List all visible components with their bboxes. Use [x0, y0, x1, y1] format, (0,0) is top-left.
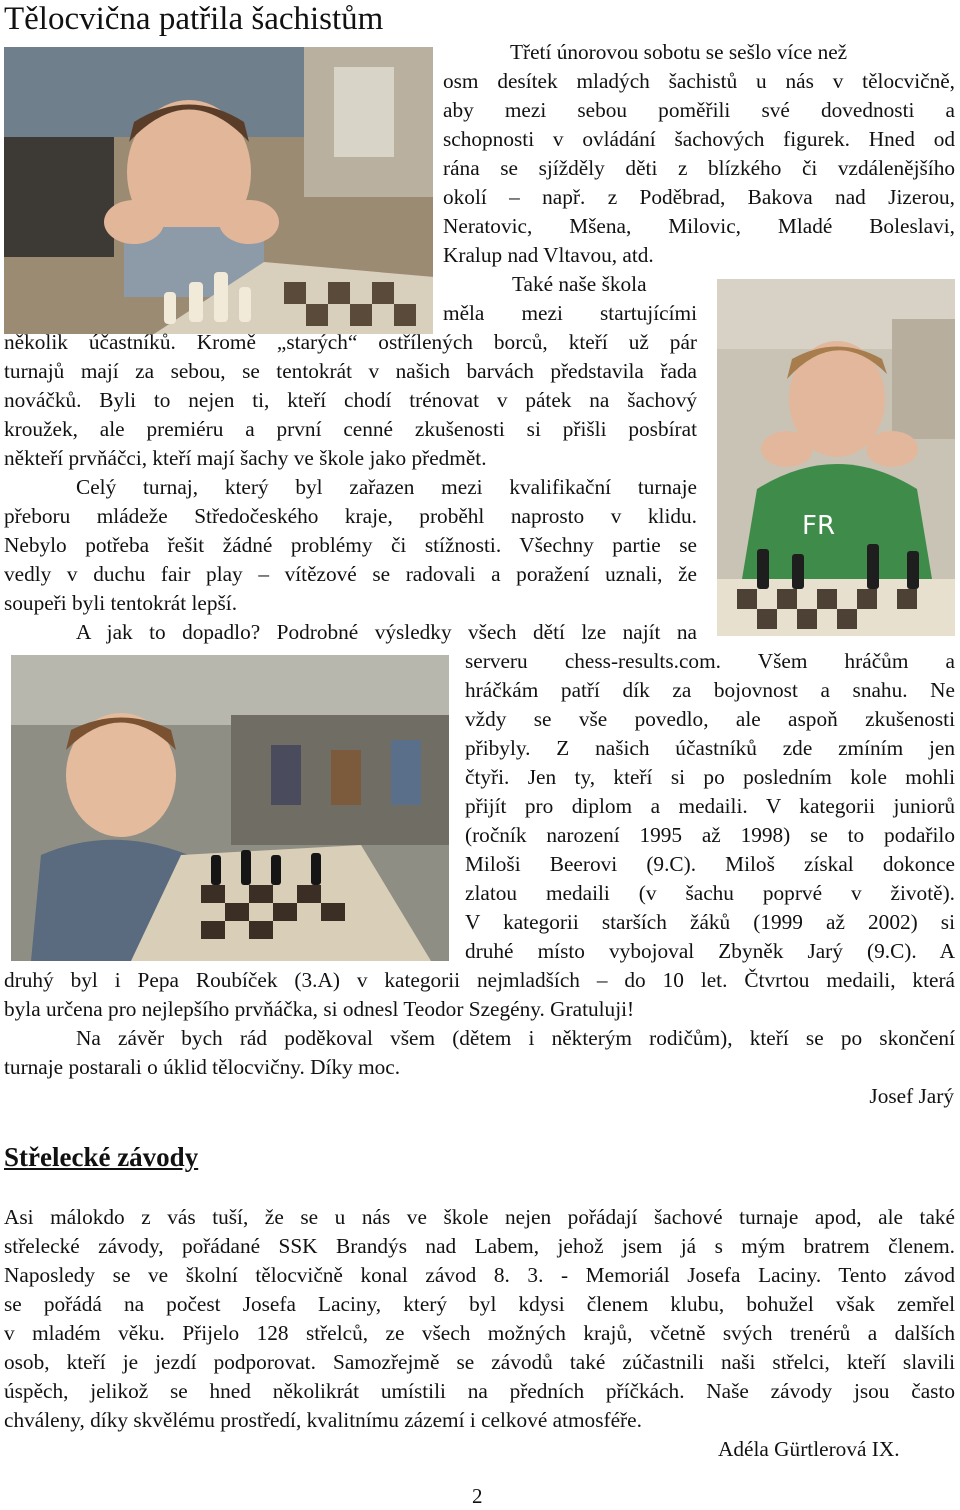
paragraph-line: Nebylo potřeba řešit žádné problémy či stížnosti. Všechny partie se [4, 533, 697, 557]
paragraph-line: Neratovic, Mšena, Milovic, Mladé Boleslavi, [443, 214, 955, 238]
paragraph-line: byla určena pro nejlepšího prvňáčka, si odnesl Teodor Szegény. Gratuluji! [4, 997, 635, 1021]
paragraph-line: Také naše škola [512, 272, 647, 296]
svg-text:FR: FR [802, 511, 836, 541]
paragraph-line: přijít pro diplom a medaili. V kategorii juniorů [465, 794, 955, 818]
paragraph-line: (ročník narození 1995 až 1998) se to podařilo [465, 823, 955, 847]
paragraph-line: střelecké závody, pořádané SSK Brandýs nad Labem, jehož jsem já s mým bratrem členem. [4, 1234, 955, 1258]
chess-boy-photo [4, 47, 433, 334]
paragraph-line: druhé místo vybojoval Zbyněk Jarý (9.C). A [465, 939, 955, 963]
paragraph-line: přibyly. Z našich účastníků zde zmíním jen [465, 736, 955, 760]
paragraph-line: V kategorii starších žáků (1999 až 2002) si [465, 910, 955, 934]
paragraph-line: Asi málokdo z vás tuší, že se u nás ve škole nejen pořádají šachové turnaje apod, ale také [4, 1205, 955, 1229]
paragraph-line: schopnosti v ovládání šachových figurek. Hned od [443, 127, 955, 151]
paragraph-line: zlatou medaili (v šachu poprvé v životě). [465, 881, 955, 905]
author-signature: Adéla Gürtlerová IX. [718, 1437, 900, 1461]
paragraph-line: serveru chess-results.com. Všem hráčům a [465, 649, 955, 673]
paragraph-line: osob, kteří je jezdí podporovat. Samozřejmě se závodů také zúčastnili naši střelci, kteří slavili [4, 1350, 955, 1374]
paragraph-line: vždy se vše povedlo, ale aspoň zkušenosti [465, 707, 955, 731]
paragraph-line: aby mezi sebou poměřili své dovednosti a [443, 98, 955, 122]
paragraph-line: měla mezi startujícími [443, 301, 697, 325]
paragraph-line: přeboru mládeže Středočeského kraje, proběhl naprosto v klidu. [4, 504, 697, 528]
section-title: Střelecké závody [4, 1142, 199, 1172]
paragraph-line: druhý byl i Pepa Roubíček (3.A) v kategorii nejmladších – do 10 let. Čtvrtou medaili, která [4, 968, 955, 992]
paragraph-line: několik účastníků. Kromě „starých“ ostřílených borců, kteří už pár [4, 330, 697, 354]
paragraph-line: hráčkám patří dík za bojovnost a snahu. Ne [465, 678, 955, 702]
page-number: 2 [472, 1484, 483, 1508]
paragraph-line: Na závěr bych rád poděkoval všem (dětem i některým rodičům), kteří se po skončení [76, 1026, 955, 1050]
paragraph-line: Třetí únorovou sobotu se sešlo více než [510, 40, 848, 64]
paragraph-line: A jak to dopadlo? Podrobné výsledky všech dětí lze najít na [76, 620, 697, 644]
paragraph-line: úspěch, jelikož se hned několikrát umístili na předních příčkách. Naše závody jsou často [4, 1379, 955, 1403]
paragraph-line: Kralup nad Vltavou, atd. [443, 243, 654, 267]
paragraph-line: čtyři. Jen ty, kteří si po posledním kole mohli [465, 765, 955, 789]
paragraph-line: v mladém věku. Přijelo 128 střelců, ze všech možných krajů, včetně svých trenérů a dalších [4, 1321, 955, 1345]
paragraph-line: soupeři byli tentokrát lepší. [4, 591, 238, 615]
chess-teen-photo [717, 279, 955, 636]
paragraph-line: vedly v duchu fair play – vítězové se radovali a poražení uznali, že [4, 562, 697, 586]
paragraph-line: osm desítek mladých šachistů u nás v tělocvičně, [443, 69, 955, 93]
author-signature: Josef Jarý [869, 1084, 954, 1108]
paragraph-line: okolí – např. z Poděbrad, Bakova nad Jizerou, [443, 185, 955, 209]
paragraph-line: Naposledy se ve školní tělocvičně konal závod 8. 3. - Memoriál Josefa Laciny. Tento závod [4, 1263, 955, 1287]
paragraph-line: Miloši Beerovi (9.C). Miloš získal dokonce [465, 852, 955, 876]
paragraph-line: turnaje postarali o úklid tělocvičny. Díky moc. [4, 1055, 401, 1079]
paragraph-line: se pořádá na počest Josefa Laciny, který byl kdysi členem klubu, bohužel však zemřel [4, 1292, 955, 1316]
paragraph-line: Celý turnaj, který byl zařazen mezi kvalifikační turnaje [76, 475, 697, 499]
paragraph-line: chváleny, díky skvělému prostředí, kvalitnímu zázemí i celkové atmosféře. [4, 1408, 642, 1432]
paragraph-line: nováčků. Byli to nejen ti, kteří chodí trénovat v pátek na šachový [4, 388, 697, 412]
chess-player-photo [11, 655, 449, 961]
article-title: Tělocvična patřila šachistům [4, 1, 384, 37]
paragraph-line: turnajů mají za sebou, se tentokrát v našich barvách představila řada [4, 359, 697, 383]
paragraph-line: rána se sjížděly děti z blízkého či vzdálenějšího [443, 156, 955, 180]
paragraph-line: někteří prvňáčci, kteří mají šachy ve škole jako předmět. [4, 446, 487, 470]
paragraph-line: kroužek, ale premiéru a první cenné zkušenosti si přišli posbírat [4, 417, 697, 441]
